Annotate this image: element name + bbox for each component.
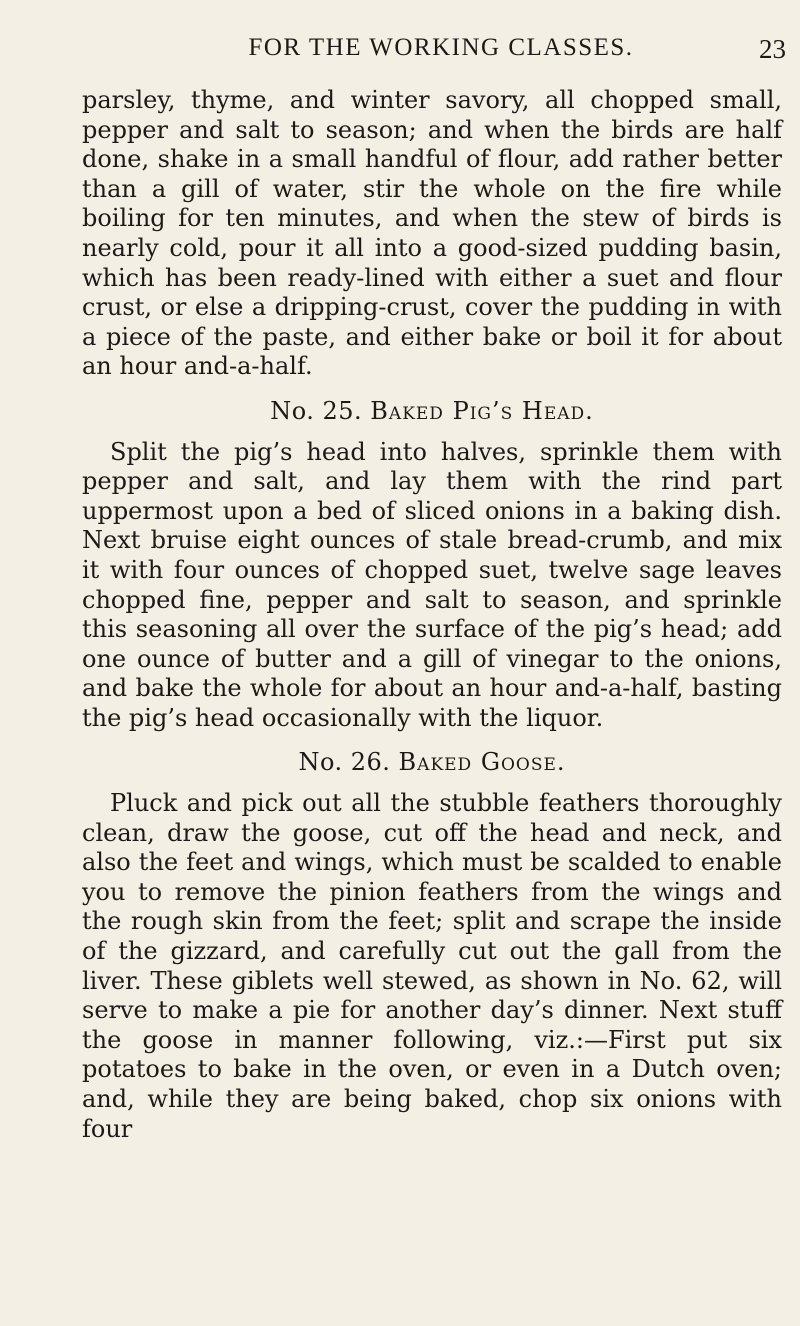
recipe-title-26: Baked Goose. [398,748,566,777]
recipe-heading-25 [82,397,782,427]
continued-paragraph: parsley, thyme, and winter savory, all chopped small, pepper and salt to season; and when the birds are half done, shake in a small handful of flour, add rather better than a gill of water, stir the whole on the fire while boiling for ten minutes, and when the stew of birds is nearly cold, pour it all into a good-sized pudding basin, which has been ready-lined with either a suet and flour crust, or else a dripping-crust, cover the pudding in with a piece of the paste, and either bake or boil it for about an hour and-a-half. [82,86,782,381]
running-title: FOR THE WORKING CLASSES. [248,34,634,61]
page-number: 23 [759,34,786,64]
recipe-number-25: No. 25. [270,396,363,425]
running-head [82,34,800,74]
recipe-title-25: Baked Pig’s Head. [370,396,594,425]
recipe-number-26: No. 26. [298,748,391,777]
recipe-body-26: Pluck and pick out all the stubble feathers thoroughly clean, draw the goose, cut off the head and neck, and also the feet and wings, which must be scalded to enable you to remove the pinion feathers from the wings and the rough skin from the feet; split and scrape the inside of the gizzard, and carefully cut out the gall from the liver. These giblets well stewed, as shown in No. 62, will serve to make a pie for another day’s dinner. Next stuff the goose in manner following, viz.:—First put six potatoes to bake in the oven, or even in a Dutch oven; and, while they are being baked, chop six onions with four [82,789,782,1143]
recipe-body-25: Split the pig’s head into halves, sprinkle them with pepper and salt, and lay them with the rind part uppermost upon a bed of sliced onions in a baking dish. Next bruise eight ounces of stale bread-crumb, and mix it with four ounces of chopped suet, twelve sage leaves chopped fine, pepper and salt to season, and sprinkle this seasoning all over the surface of the pig’s head; add one ounce of butter and a gill of vinegar to the onions, and bake the whole for about an hour and-a-half, basting the pig’s head occasionally with the liquor. [82,437,782,732]
body-text [82,86,782,1144]
recipe-heading-26 [82,748,782,778]
